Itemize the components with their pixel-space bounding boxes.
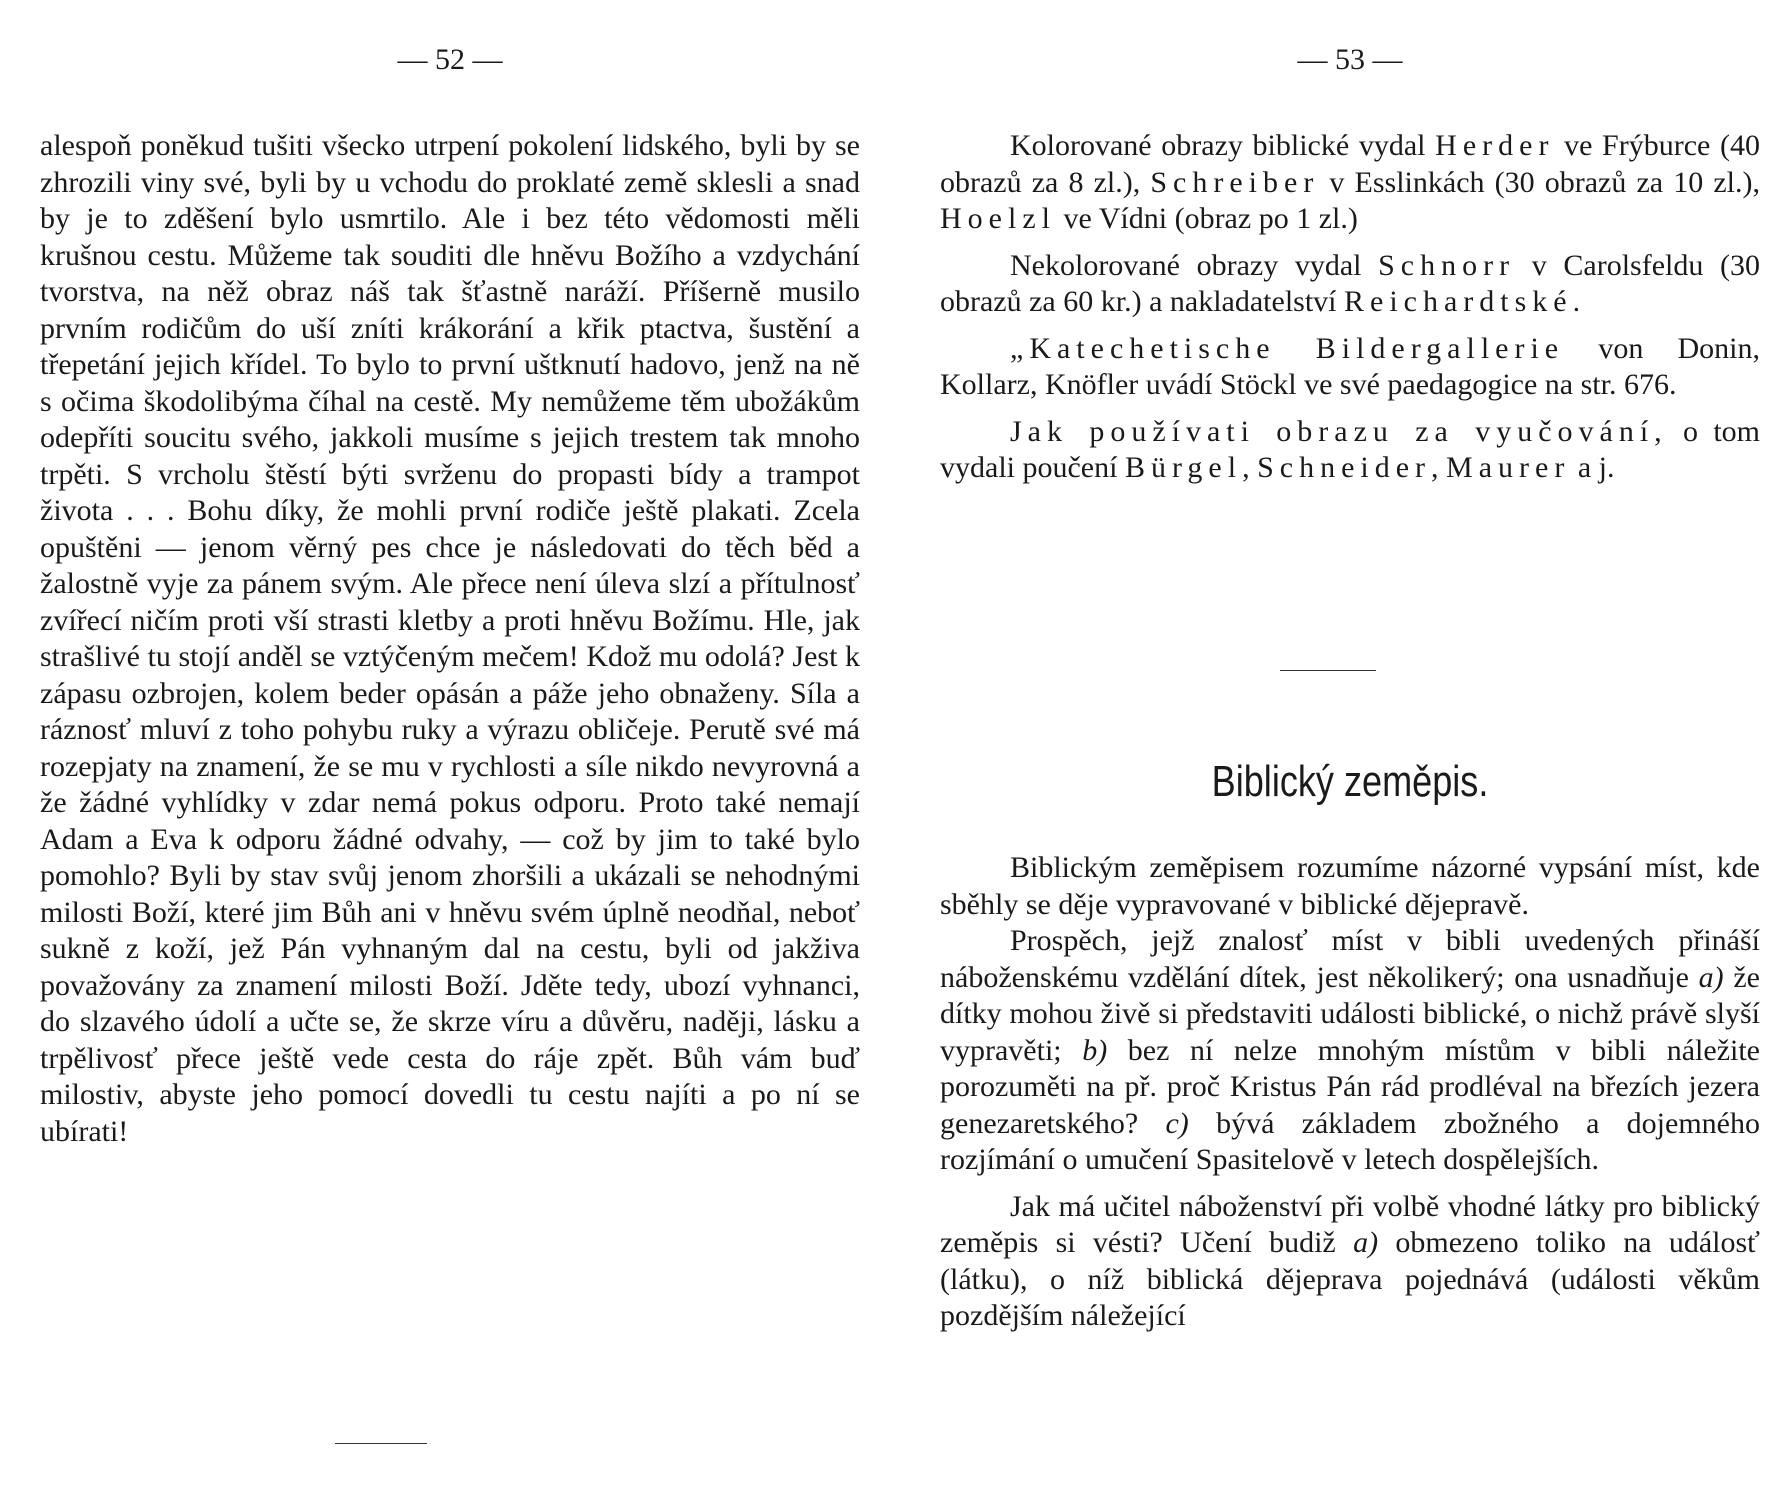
paragraph-uncolored-images: Nekolorované obrazy vydal Schnorr v Carolsfeldu (30 obrazů za 60 kr.) a nakladatelství Reichardtské. bbox=[940, 248, 1760, 318]
name-burgel: Bürgel bbox=[1124, 451, 1243, 484]
name-reichardtske: Reichardtské bbox=[1344, 285, 1573, 318]
paragraph-katechetische: „Katechetische Bildergallerie von Donin, Kollarz, Knöfler uvádí Stöckl ve své paedagogice na str. 676. bbox=[940, 331, 1760, 401]
paragraph-usage: Jak používati obrazu za vyučování, o tom vydali poučení Bürgel, Schneider, Maurer a j. bbox=[940, 414, 1761, 484]
name-maurer: Maurer bbox=[1446, 451, 1571, 484]
marker-a-2: a) bbox=[1353, 1226, 1379, 1259]
left-page bbox=[40, 0, 860, 1500]
geography-section bbox=[940, 850, 1760, 1345]
title-katechetische: „Katechetische Bildergallerie bbox=[1010, 331, 1565, 365]
bibliography-section bbox=[940, 128, 1760, 497]
name-schnorr: Schnorr bbox=[1378, 248, 1516, 282]
page-number-left: — 52 — bbox=[397, 43, 503, 76]
name-herder: Herder bbox=[1435, 129, 1555, 162]
page-number-right: — 53 — bbox=[1297, 43, 1403, 76]
left-page-body bbox=[40, 128, 860, 1150]
marker-b: b) bbox=[1082, 1033, 1108, 1067]
paragraph-colored-images: Kolorované obrazy biblické vydal Herder ve Frýburce (40 obrazů za 8 zl.), Schreiber v Esslinkách (30 obrazů za 10 zl.), Hoelzl ve Vídni (obraz po 1 zl.) bbox=[940, 129, 1761, 235]
paragraph-definition: Biblickým zeměpisem rozumíme názorné vypsání míst, kde sběhly se děje vypravované v biblické dějepravě. bbox=[940, 851, 1760, 921]
end-rule-left bbox=[335, 1443, 427, 1444]
title-usage: Jak používati obrazu za vyučování, bbox=[1010, 414, 1668, 448]
paragraph-benefit: Prospěch, jejž znalosť míst v bibli uvedených přináší náboženskému vzdělání dítek, jest několikerý; ona usnadňuje a) že dítky mohou živě si představiti události biblické, o nichž právě slyší vypravěti; b) bez ní nelze mnohým místům v bibli náležite porozuměti na př. proč Kristus Pán rád prodléval na březích jezera genezaretského? c) bývá základem zbožného a dojemného rozjímání o umučení Spasitelově v letech dospělejších. bbox=[940, 924, 1760, 1176]
paragraph-teacher: Jak má učitel náboženství při volbě vhodné látky pro biblický zeměpis si vésti? Učení budiž a) obmezeno toliko na událosť (látku), o níž biblická dějeprava pojednává (události věkům pozdějším náležející bbox=[940, 1189, 1761, 1332]
marker-a: a) bbox=[1698, 960, 1724, 994]
right-page bbox=[940, 0, 1760, 1500]
section-rule-right bbox=[1280, 670, 1376, 671]
name-schneider: Schneider bbox=[1257, 451, 1432, 484]
left-paragraph: alespoň poněkud tušiti všecko utrpení pokolení lidského, byli by se zhrozili viny své, byli by u vchodu do proklaté země sklesli a snad by je to zděšení bylo usmrtilo. Ale i bez této vědomosti měli krušnou cestu. Můžeme tak souditi dle hněvu Božího a vzdychání tvorstva, na něž obraz náš tak šťastně naráží. Příšerně musilo prvním rodičům do uší zníti krákorání a křik ptactva, šustění a třepetání jejich křídel. To bylo to první uštknutí hadovo, jenž na ně s očima škodolibýma číhal na cestě. My nemůžeme těm ubožákům odepříti soucitu svého, jakkoli musíme s jejich trestem tak mnoho trpěti. S vrcholu štěstí býti svrženu do propasti bídy a trampot života . . . Bohu díky, že mohli první rodiče ještě plakati. Zcela opuštěni — jenom věrný pes chce je následovati do těch běd a žalostně vyje za pánem svým. Ale přece není úleva slzí a přítulnosť zvířecí ničím proti vší strasti kletby a proti hněvu Božímu. Hle, jak strašlivé tu stojí anděl se vztýčeným mečem! Kdož mu odolá? Jest k zápasu ozbrojen, kolem beder opásán a páže jeho obnaženy. Síla a ráznosť mluví z toho pohybu ruky a výrazu obličeje. Perutě své má rozepjaty na znamení, že se mu v rychlosti a síle nikdo nevyrovná a že žádné vyhlídky v zdar nemá pokus odporu. Proto také nemají Adam a Eva k odporu žádné odvahy, — což by jim to také bylo pomohlo? Byli by stav svůj jenom zhoršili a ukázali se nehodnými milosti Boží, které jim Bůh ani v hněvu svém úplně neodňal, neboť sukně z koží, jež Pán vyhnaným dal na cestu, byli od jakživa považovány za znamení milosti Boží. Jděte tedy, ubozí vyhnanci, do slzavého údolí a učte se, že skrze víru a důvěru, naději, lásku a trpělivosť přece ještě vede cesta do ráje zpět. Bůh vám buď milostiv, abyste jeho pomocí dovedli tu cestu najíti a po ní se ubírati! bbox=[40, 129, 860, 1148]
name-schreiber: Schreiber bbox=[1150, 165, 1320, 199]
section-heading: Biblický zeměpis. bbox=[1211, 757, 1489, 806]
marker-c: c) bbox=[1165, 1106, 1189, 1140]
name-hoelzl: Hoelzl bbox=[940, 202, 1056, 235]
